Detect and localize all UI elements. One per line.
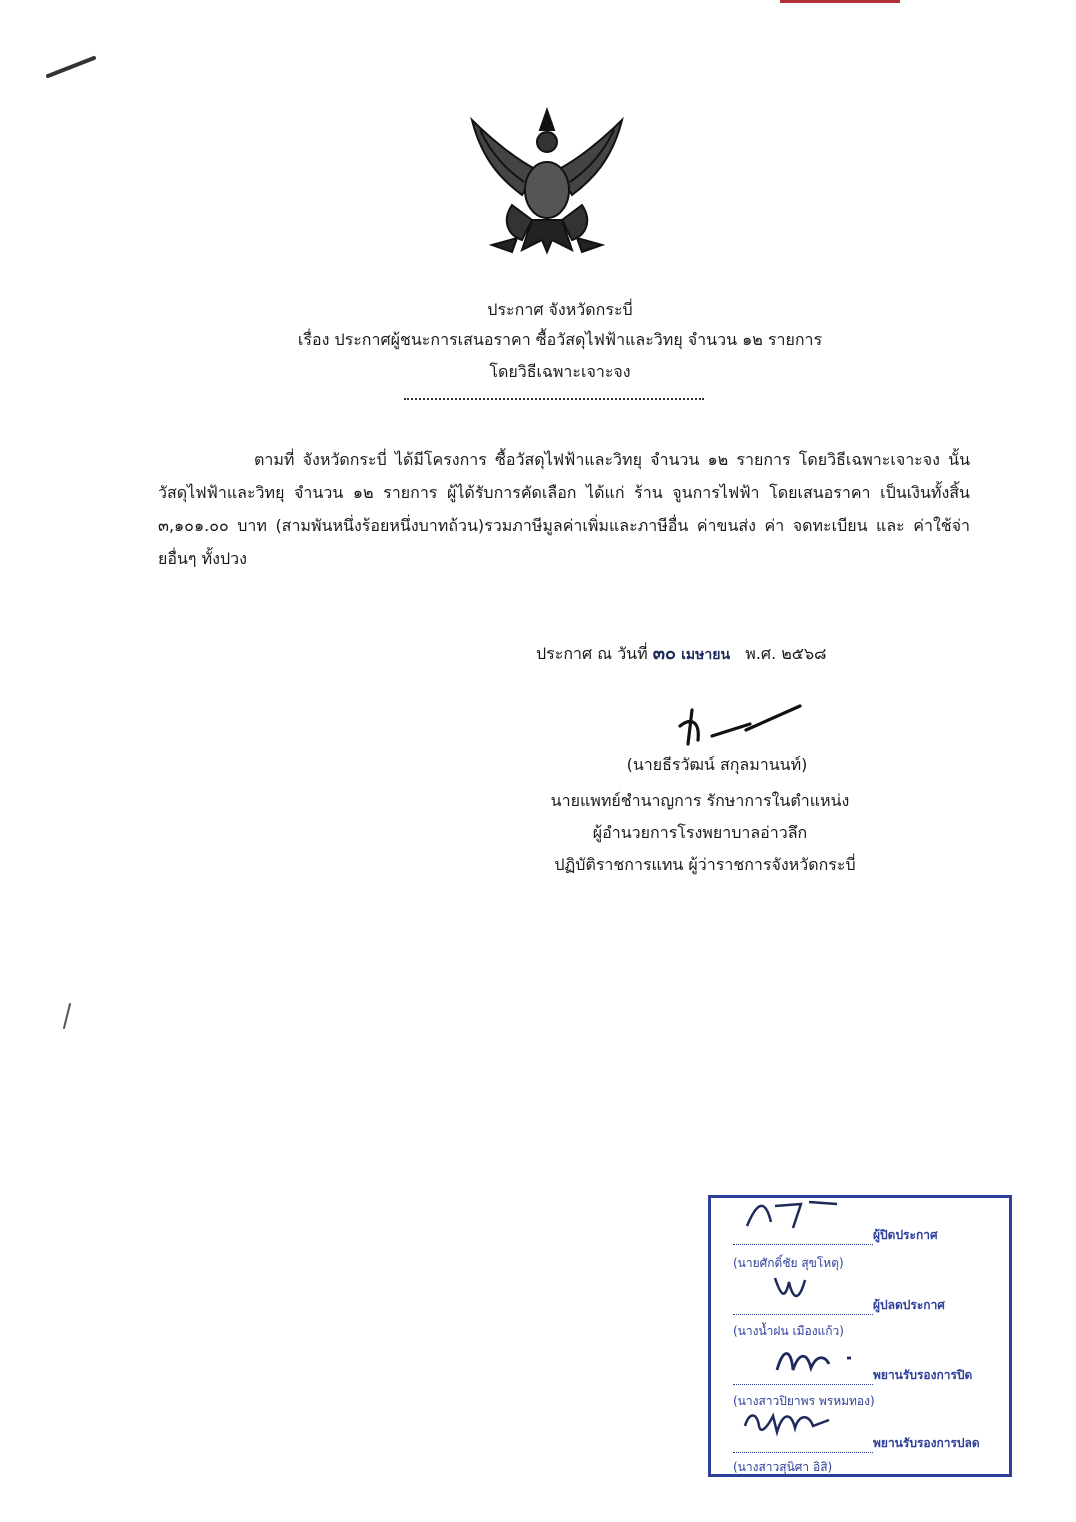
top-edge-mark [780,0,900,3]
date-prefix: ประกาศ ณ วันที่ [536,644,648,663]
date-line [536,638,826,667]
stamp-row1-label: ผู้ปิดประกาศ [873,1228,938,1242]
announcement-subject: เรื่อง ประกาศผู้ชนะการเสนอราคา ซื้อวัสดุไฟฟ้าและวิทยุ จำนวน ๑๒ รายการ [297,330,823,349]
stamp-row2-name: (นางน้ำฝน เมืองแก้ว) [733,1324,844,1338]
announcement-title: ประกาศ จังหวัดกระบี่ [487,300,633,319]
date-year: พ.ศ. ๒๕๖๘ [745,644,827,663]
stamp-row4-name: (นางสาวสุนิศา อิสิ) [733,1460,833,1474]
announcement-method: โดยวิธีเฉพาะเจาะจง [489,362,631,381]
pen-tick-mark [58,1000,78,1032]
garuda-emblem-icon [462,100,632,260]
dotted-divider [404,398,704,400]
signature-main [676,700,806,750]
signatory-position-1: นายแพทย์ชำนาญการ รักษาการในตำแหน่ง [550,791,850,810]
signatory-position-3: ปฏิบัติราชการแทน ผู้ว่าราชการจังหวัดกระบี่ [554,855,856,874]
signatory-name: (นายธีรวัฒน์ สกุลมานนท์) [626,755,808,774]
date-day-handwritten: ๓๐ [652,643,677,664]
body-paragraph: ตามที่ จังหวัดกระบี่ ได้มีโครงการ ซื้อวัสดุไฟฟ้าและวิทยุ จำนวน ๑๒ รายการ โดยวิธีเฉพาะเจาะจง นั้น วัสดุไฟฟ้าและวิทยุ จำนวน ๑๒ รายการ ผู้ได้รับการคัดเลือก ได้แก่ ร้าน จูนการไฟฟ้า โดยเสนอราคา เป็นเงินทั้งสิ้น ๓,๑๐๑.๐๐ บาท (สามพันหนึ่งร้อยหนึ่งบาทถ้วน)รวมภาษีมูลค่าเพิ่มและภาษีอื่น ค่าขนส่ง ค่า จดทะเบียน และ ค่าใช้จ่ายอื่นๆ ทั้งปวง [158,450,970,568]
stamp-row4-label: พยานรับรองการปลด [873,1436,980,1450]
stamp-row1-name: (นายศักดิ์ชัย สุขโหตุ) [733,1256,844,1270]
posting-stamp [708,1195,1012,1477]
date-month-handwritten: เมษายน [681,647,731,663]
stamp-row2-label: ผู้ปลดประกาศ [873,1298,945,1312]
signatory-position-2: ผู้อำนวยการโรงพยาบาลอ่าวลึก [592,823,808,842]
stamp-row3-label: พยานรับรองการปิด [873,1368,973,1382]
pen-stroke-mark [44,52,100,82]
stamp-row3-name: (นางสาวปิยาพร พรหมทอง) [733,1394,875,1408]
